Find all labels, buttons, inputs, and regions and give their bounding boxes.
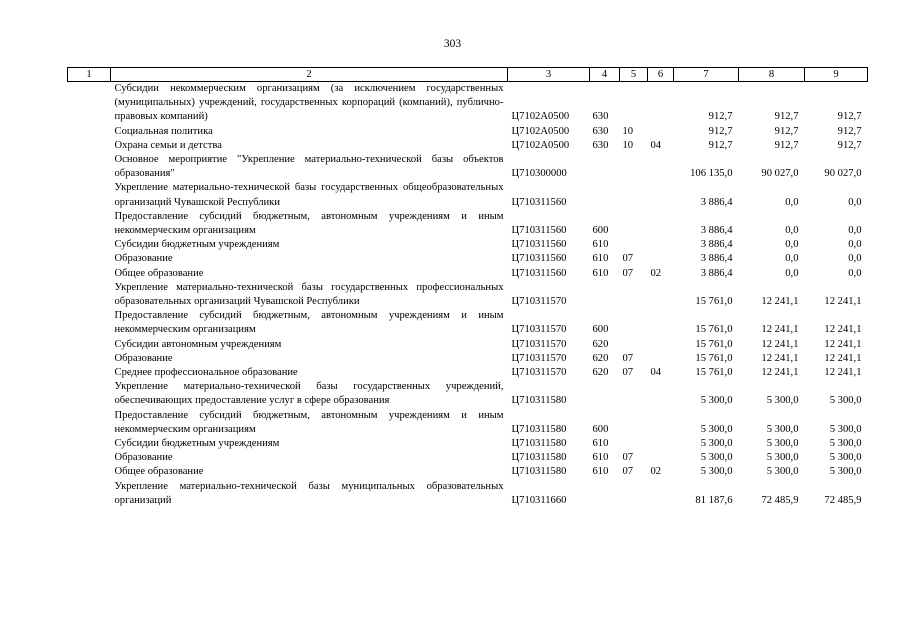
target-code-cell: Ц710311570 — [511, 324, 567, 336]
item-name-cell: Предоставление субсидий бюджетным, автономным учреждениям и иным некоммерческим организациям — [114, 310, 504, 336]
subsection-cell — [648, 338, 674, 352]
subsection-cell: 04 — [650, 367, 662, 379]
target-code-cell: Ц710311560 — [511, 225, 567, 237]
amount-col7-cell: 5 300,0 — [700, 452, 733, 464]
section-cell — [620, 210, 648, 238]
amount-col7-cell: 5 300,0 — [700, 466, 733, 478]
section-cell: 07 — [622, 367, 634, 379]
amount-col8-cell: 12 241,1 — [761, 338, 799, 350]
amount-col7-cell: 912,7 — [708, 111, 733, 123]
expense-type-cell: 600 — [592, 324, 609, 336]
amount-col9-cell: 912,7 — [837, 111, 862, 123]
subsection-cell — [648, 437, 674, 451]
amount-col7-cell: 3 886,4 — [700, 225, 733, 237]
expense-type-cell: 600 — [592, 423, 609, 435]
expense-type-cell: 620 — [592, 352, 609, 364]
section-cell — [620, 238, 648, 252]
header-cell: 6 — [648, 68, 674, 82]
amount-col7-cell: 106 135,0 — [690, 168, 733, 180]
section-cell — [620, 281, 648, 309]
amount-col8-cell: 0,0 — [785, 225, 799, 237]
subsection-cell — [648, 352, 674, 366]
item-name-cell: Образование — [114, 452, 173, 464]
amount-col8-cell: 0,0 — [785, 239, 799, 251]
header-row — [68, 68, 868, 82]
section-cell: 07 — [622, 253, 634, 265]
expense-type-cell — [590, 480, 620, 508]
expense-type-cell — [590, 153, 620, 181]
row-number-cell — [68, 380, 111, 408]
item-name-cell: Укрепление материально-технической базы государственных общеобразовательных организаций Чувашской Республики — [114, 182, 504, 208]
amount-col9-cell: 912,7 — [837, 125, 862, 137]
table-row — [68, 380, 868, 408]
amount-col8-cell: 912,7 — [774, 125, 799, 137]
budget-table — [67, 67, 868, 508]
amount-col7-cell: 3 886,4 — [700, 239, 733, 251]
target-code-cell: Ц710311580 — [511, 395, 567, 407]
row-number-cell — [68, 252, 111, 266]
table-row — [68, 281, 868, 309]
amount-col9-cell: 5 300,0 — [829, 452, 862, 464]
subsection-cell — [648, 153, 674, 181]
section-cell — [620, 309, 648, 337]
amount-col7-cell: 5 300,0 — [700, 423, 733, 435]
expense-type-cell: 630 — [592, 139, 609, 151]
section-cell — [620, 153, 648, 181]
row-number-cell — [68, 437, 111, 451]
row-number-cell — [68, 451, 111, 465]
amount-col8-cell: 5 300,0 — [766, 466, 799, 478]
table-row — [68, 267, 868, 281]
table-body — [68, 82, 868, 509]
section-cell — [620, 82, 648, 125]
expense-type-cell: 610 — [592, 438, 609, 450]
page-number: 303 — [443, 38, 462, 50]
expense-type-cell — [590, 380, 620, 408]
subsection-cell — [648, 380, 674, 408]
subsection-cell — [648, 281, 674, 309]
table-row — [68, 210, 868, 238]
amount-col8-cell: 0,0 — [785, 196, 799, 208]
expense-type-cell: 610 — [592, 452, 609, 464]
table-row — [68, 252, 868, 266]
item-name-cell: Субсидии автономным учреждениям — [114, 338, 282, 350]
amount-col9-cell: 5 300,0 — [829, 423, 862, 435]
header-cell: 5 — [620, 68, 648, 82]
expense-type-cell — [590, 181, 620, 209]
header-cell: 9 — [805, 68, 868, 82]
amount-col8-cell: 5 300,0 — [766, 395, 799, 407]
expense-type-cell: 630 — [592, 111, 609, 123]
amount-col9-cell: 0,0 — [848, 225, 862, 237]
subsection-cell — [648, 181, 674, 209]
expense-type-cell: 620 — [592, 367, 609, 379]
row-number-cell — [68, 465, 111, 479]
item-name-cell: Образование — [114, 352, 173, 364]
amount-col8-cell: 5 300,0 — [766, 452, 799, 464]
expense-type-cell: 610 — [592, 267, 609, 279]
amount-col9-cell: 5 300,0 — [829, 438, 862, 450]
subsection-cell — [648, 125, 674, 139]
amount-col8-cell: 0,0 — [785, 267, 799, 279]
subsection-cell — [648, 309, 674, 337]
subsection-cell — [648, 409, 674, 437]
expense-type-cell: 630 — [592, 125, 609, 137]
expense-type-cell: 610 — [592, 253, 609, 265]
table-row — [68, 338, 868, 352]
table-row — [68, 437, 868, 451]
item-name-cell: Субсидии бюджетным учреждениям — [114, 438, 280, 450]
section-cell — [620, 181, 648, 209]
amount-col9-cell: 12 241,1 — [824, 296, 862, 308]
row-number-cell — [68, 409, 111, 437]
row-number-cell — [68, 480, 111, 508]
header-cell: 2 — [111, 68, 508, 82]
target-code-cell: Ц710311570 — [511, 338, 567, 350]
row-number-cell — [68, 309, 111, 337]
section-cell: 07 — [622, 466, 634, 478]
item-name-cell: Социальная политика — [114, 125, 213, 137]
table-row — [68, 181, 868, 209]
header-cell: 4 — [590, 68, 620, 82]
amount-col8-cell: 912,7 — [774, 139, 799, 151]
amount-col7-cell: 5 300,0 — [700, 395, 733, 407]
item-name-cell: Среднее профессиональное образование — [114, 367, 298, 379]
item-name-cell: Предоставление субсидий бюджетным, автономным учреждениям и иным некоммерческим организациям — [114, 409, 504, 435]
amount-col8-cell: 912,7 — [774, 111, 799, 123]
subsection-cell: 02 — [650, 267, 662, 279]
table-row — [68, 153, 868, 181]
subsection-cell — [648, 451, 674, 465]
table-row — [68, 451, 868, 465]
row-number-cell — [68, 338, 111, 352]
item-name-cell: Укрепление материально-технической базы государственных учреждений, обеспечивающих предоставление услуг в сфере образования — [114, 381, 504, 407]
amount-col9-cell: 12 241,1 — [824, 338, 862, 350]
amount-col9-cell: 0,0 — [848, 239, 862, 251]
section-cell — [620, 437, 648, 451]
subsection-cell — [648, 252, 674, 266]
table-row — [68, 238, 868, 252]
row-number-cell — [68, 82, 111, 125]
row-number-cell — [68, 352, 111, 366]
amount-col8-cell: 5 300,0 — [766, 438, 799, 450]
section-cell: 10 — [622, 139, 634, 151]
target-code-cell: Ц710311560 — [511, 196, 567, 208]
row-number-cell — [68, 366, 111, 380]
amount-col7-cell: 15 761,0 — [695, 338, 733, 350]
amount-col9-cell: 12 241,1 — [824, 324, 862, 336]
amount-col7-cell: 81 187,6 — [695, 494, 733, 506]
amount-col7-cell: 3 886,4 — [700, 267, 733, 279]
item-name-cell: Укрепление материально-технической базы государственных профессиональных образовательных организаций Чувашской Республики — [114, 281, 504, 308]
table-row — [68, 82, 868, 125]
target-code-cell: Ц7102А0500 — [511, 125, 570, 137]
amount-col9-cell: 90 027,0 — [824, 168, 862, 180]
subsection-cell: 04 — [650, 139, 662, 151]
amount-col7-cell: 3 886,4 — [700, 253, 733, 265]
amount-col8-cell: 12 241,1 — [761, 324, 799, 336]
item-name-cell: Укрепление материально-технической базы муниципальных образовательных организаций — [114, 480, 504, 506]
amount-col7-cell: 912,7 — [708, 139, 733, 151]
target-code-cell: Ц710311660 — [511, 494, 567, 506]
section-cell: 07 — [622, 352, 634, 364]
expense-type-cell: 620 — [592, 338, 609, 350]
expense-type-cell: 600 — [592, 225, 609, 237]
table-row — [68, 125, 868, 139]
amount-col7-cell: 15 761,0 — [695, 367, 733, 379]
header-cell: 3 — [508, 68, 590, 82]
section-cell: 10 — [622, 125, 634, 137]
amount-col7-cell: 15 761,0 — [695, 352, 733, 364]
amount-col9-cell: 0,0 — [848, 253, 862, 265]
expense-type-cell — [590, 281, 620, 309]
item-name-cell: Субсидии некоммерческим организациям (за исключением государственных (муниципальных) учреждений, государственных корпораций (компаний), публично-правовых компаний) — [114, 83, 504, 123]
target-code-cell: Ц710311580 — [511, 423, 567, 435]
amount-col9-cell: 12 241,1 — [824, 367, 862, 379]
amount-col8-cell: 12 241,1 — [761, 352, 799, 364]
target-code-cell: Ц7102А0500 — [511, 139, 570, 151]
amount-col7-cell: 15 761,0 — [695, 296, 733, 308]
row-number-cell — [68, 153, 111, 181]
section-cell — [620, 380, 648, 408]
target-code-cell: Ц710311580 — [511, 466, 567, 478]
table-row — [68, 465, 868, 479]
target-code-cell: Ц710311580 — [511, 438, 567, 450]
row-number-cell — [68, 238, 111, 252]
amount-col9-cell: 5 300,0 — [829, 466, 862, 478]
amount-col9-cell: 5 300,0 — [829, 395, 862, 407]
amount-col9-cell: 12 241,1 — [824, 352, 862, 364]
table-row — [68, 480, 868, 508]
target-code-cell: Ц710311560 — [511, 267, 567, 279]
item-name-cell: Общее образование — [114, 466, 204, 478]
amount-col7-cell: 912,7 — [708, 125, 733, 137]
table-row — [68, 309, 868, 337]
amount-col9-cell: 912,7 — [837, 139, 862, 151]
amount-col9-cell: 72 485,9 — [824, 494, 862, 506]
header-cell: 1 — [68, 68, 111, 82]
item-name-cell: Образование — [114, 253, 173, 265]
section-cell — [620, 409, 648, 437]
subsection-cell — [648, 82, 674, 125]
target-code-cell: Ц710300000 — [511, 168, 567, 180]
table-row — [68, 366, 868, 380]
amount-col8-cell: 5 300,0 — [766, 423, 799, 435]
row-number-cell — [68, 139, 111, 153]
item-name-cell: Общее образование — [114, 267, 204, 279]
amount-col8-cell: 12 241,1 — [761, 296, 799, 308]
row-number-cell — [68, 281, 111, 309]
row-number-cell — [68, 125, 111, 139]
section-cell: 07 — [622, 267, 634, 279]
amount-col7-cell: 3 886,4 — [700, 196, 733, 208]
target-code-cell: Ц710311560 — [511, 253, 567, 265]
target-code-cell: Ц710311570 — [511, 296, 567, 308]
subsection-cell — [648, 480, 674, 508]
row-number-cell — [68, 267, 111, 281]
amount-col8-cell: 90 027,0 — [761, 168, 799, 180]
section-cell — [620, 480, 648, 508]
target-code-cell: Ц7102А0500 — [511, 111, 570, 123]
header-cell: 7 — [674, 68, 739, 82]
table-row — [68, 139, 868, 153]
expense-type-cell: 610 — [592, 239, 609, 251]
expense-type-cell: 610 — [592, 466, 609, 478]
amount-col8-cell: 12 241,1 — [761, 367, 799, 379]
subsection-cell — [648, 210, 674, 238]
item-name-cell: Субсидии бюджетным учреждениям — [114, 239, 280, 251]
item-name-cell: Охрана семьи и детства — [114, 139, 222, 151]
header-cell: 8 — [739, 68, 805, 82]
subsection-cell — [648, 238, 674, 252]
section-cell — [620, 338, 648, 352]
item-name-cell: Основное мероприятие "Укрепление материально-технической базы объектов образования" — [114, 154, 504, 180]
row-number-cell — [68, 181, 111, 209]
amount-col8-cell: 0,0 — [785, 253, 799, 265]
amount-col9-cell: 0,0 — [848, 196, 862, 208]
amount-col7-cell: 5 300,0 — [700, 438, 733, 450]
target-code-cell: Ц710311560 — [511, 239, 567, 251]
target-code-cell: Ц710311570 — [511, 367, 567, 379]
amount-col8-cell: 72 485,9 — [761, 494, 799, 506]
subsection-cell: 02 — [650, 466, 662, 478]
section-cell: 07 — [622, 452, 634, 464]
target-code-cell: Ц710311580 — [511, 452, 567, 464]
amount-col7-cell: 15 761,0 — [695, 324, 733, 336]
table-row — [68, 352, 868, 366]
table-row — [68, 409, 868, 437]
target-code-cell: Ц710311570 — [511, 352, 567, 364]
amount-col9-cell: 0,0 — [848, 267, 862, 279]
row-number-cell — [68, 210, 111, 238]
item-name-cell: Предоставление субсидий бюджетным, автономным учреждениям и иным некоммерческим организациям — [114, 210, 504, 237]
